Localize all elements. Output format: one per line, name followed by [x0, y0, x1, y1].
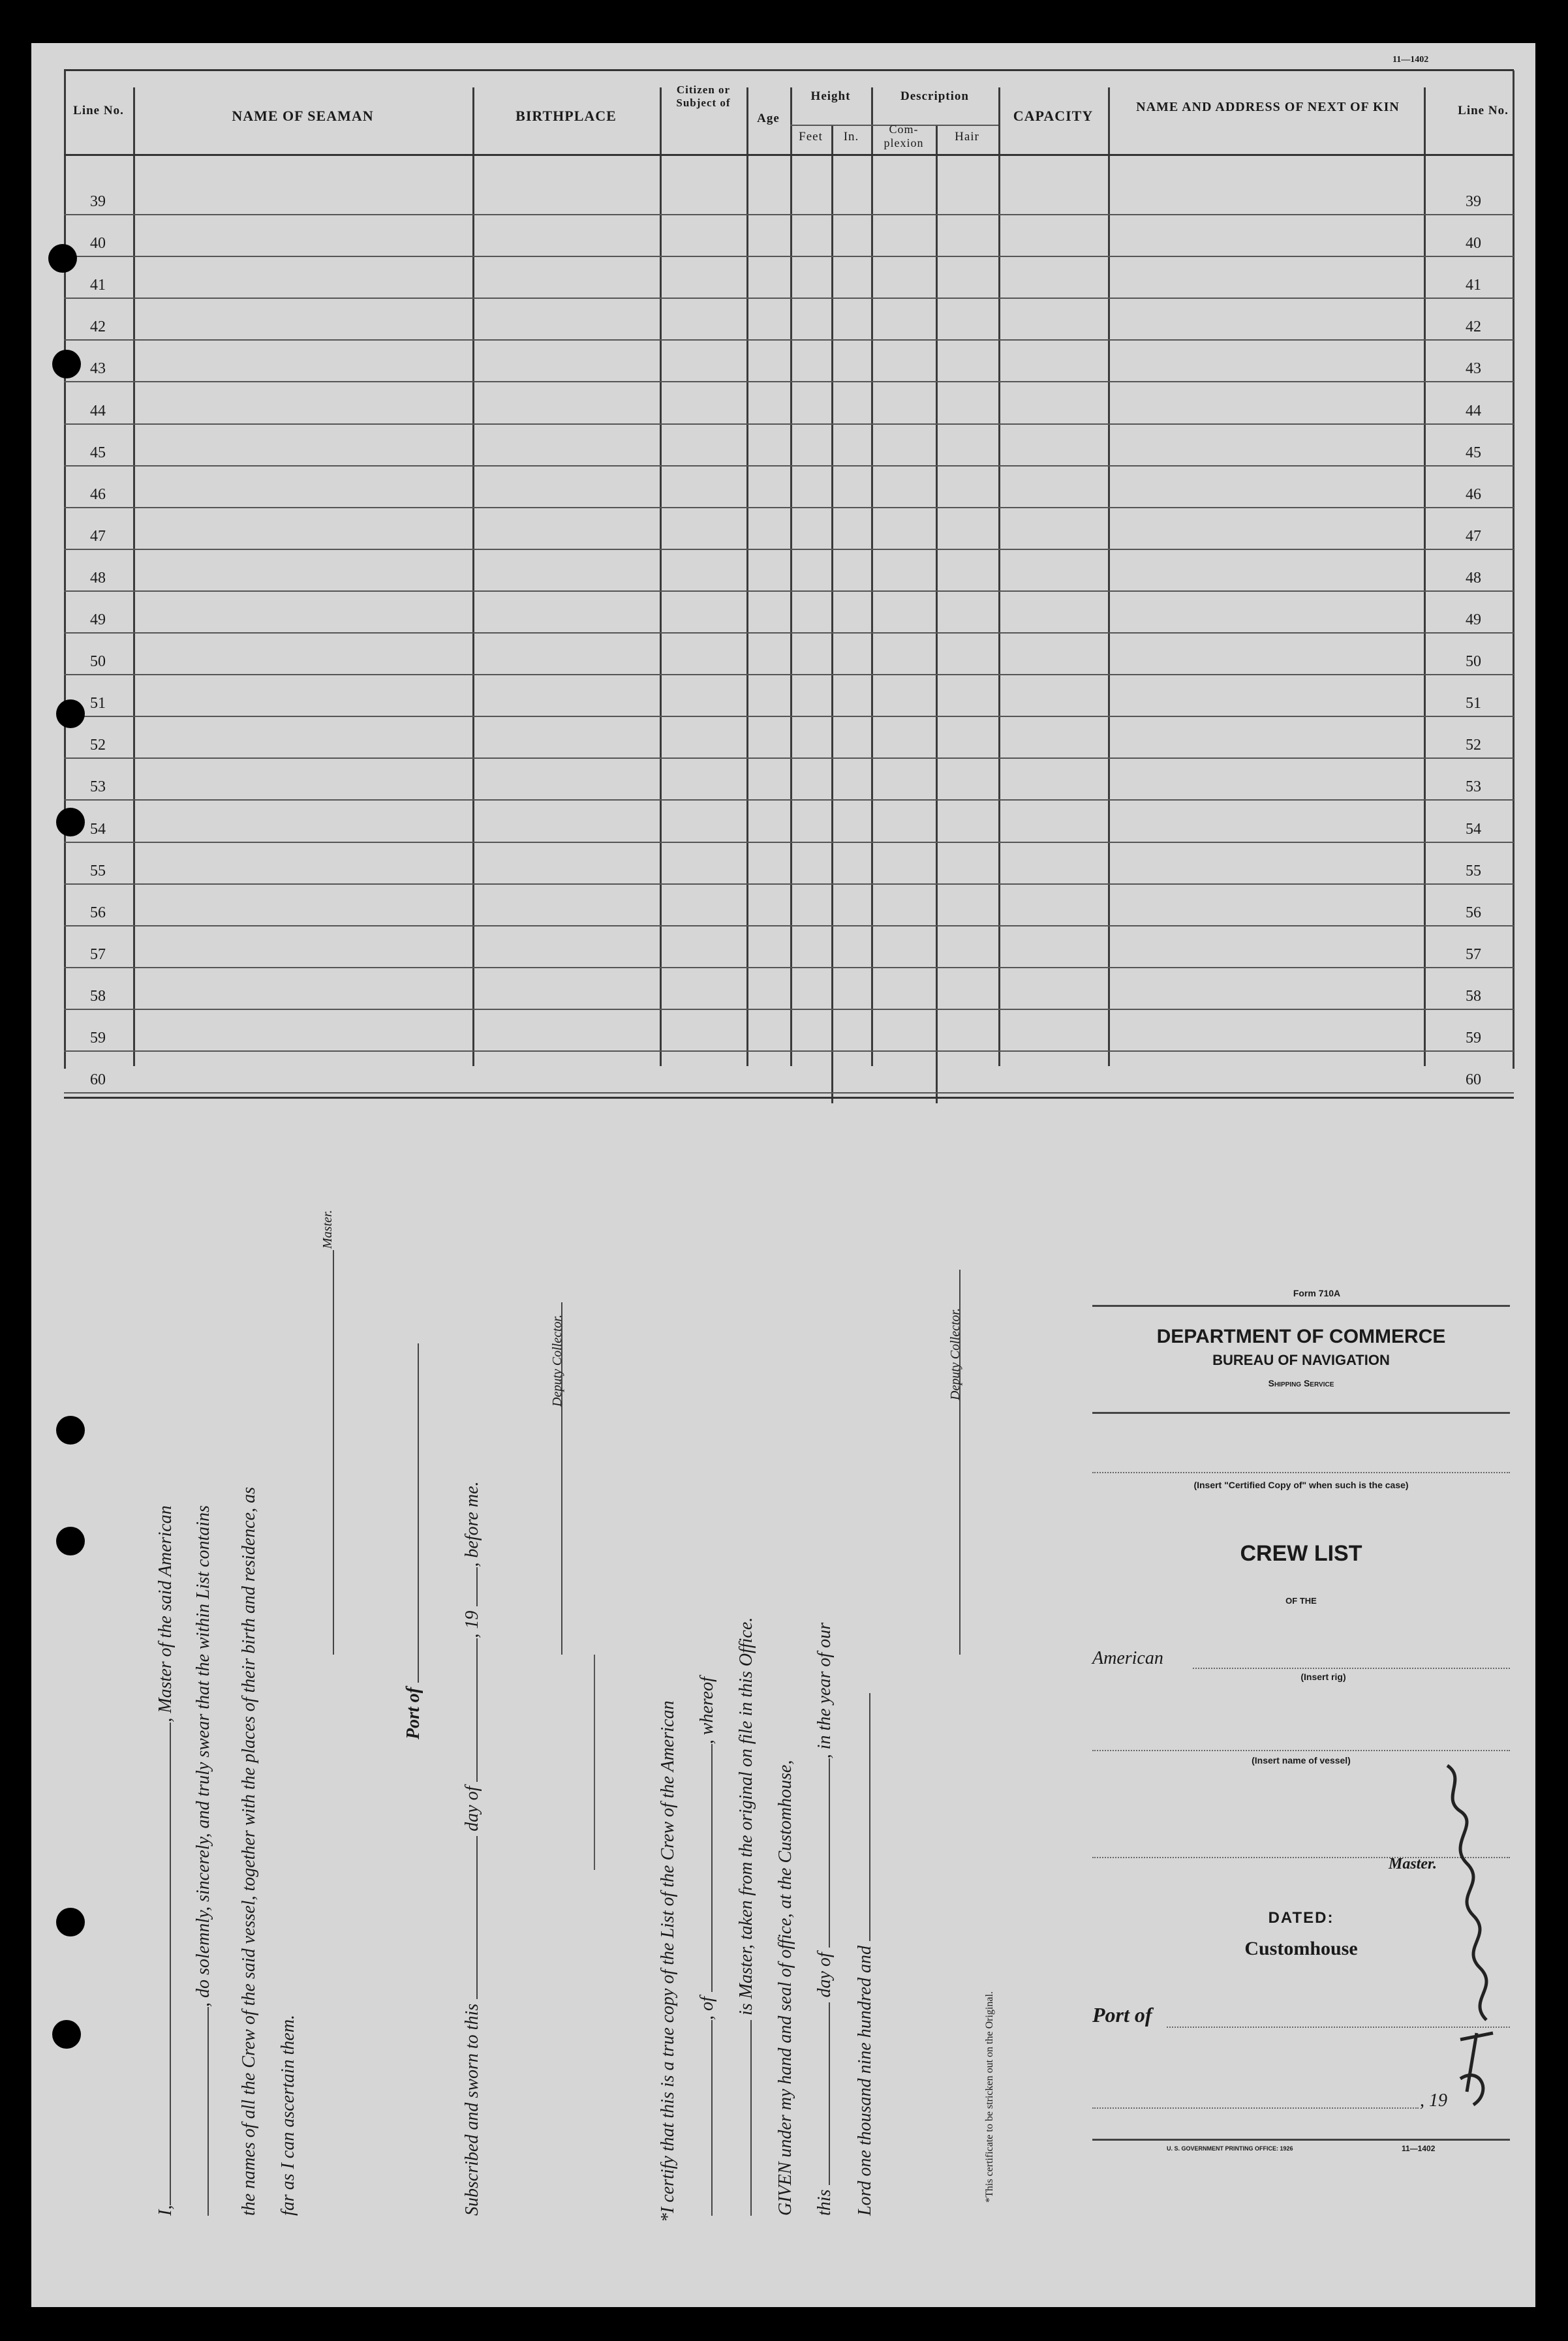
row-line-number: 43 — [90, 360, 106, 378]
table-row[interactable] — [135, 675, 1512, 714]
table-row[interactable] — [135, 1010, 1512, 1049]
table-row[interactable] — [135, 299, 1512, 338]
row-line-number: 56 — [90, 904, 106, 921]
table-row[interactable] — [135, 843, 1512, 882]
row-line-number: 51 — [90, 695, 106, 712]
certified-copy-field[interactable] — [1092, 1472, 1510, 1473]
table-row[interactable] — [135, 759, 1512, 798]
department-of-commerce: DEPARTMENT OF COMMERCE — [1156, 1326, 1446, 1347]
punch-hole — [52, 2020, 81, 2049]
header-feet: Feet — [799, 130, 823, 144]
lord-line — [855, 1693, 876, 2216]
row-line-number-right: 51 — [1466, 695, 1481, 712]
row-line-number-right: 55 — [1466, 862, 1481, 880]
certify-of: , of — [697, 1997, 717, 2020]
row-line-number: 47 — [90, 527, 106, 545]
row-line-number: 49 — [90, 611, 106, 628]
certify-master: is Master, taken from the original on file in this Office. — [736, 1617, 756, 2015]
certify-vessel-field[interactable] — [711, 2020, 713, 2216]
row-line-number: 58 — [90, 987, 106, 1005]
certify-port-field[interactable] — [711, 1744, 713, 1992]
punch-hole — [56, 699, 85, 728]
header-complexion: Com- plexion — [884, 123, 924, 149]
insert-rig-note: (Insert rig) — [1300, 1672, 1346, 1682]
table-row[interactable] — [135, 215, 1512, 254]
table-row[interactable] — [135, 592, 1512, 631]
row-line-number-right: 48 — [1466, 569, 1481, 587]
header-age: Age — [757, 112, 780, 125]
row-line-number: 60 — [90, 1071, 106, 1089]
certify-master-field[interactable] — [750, 2020, 752, 2216]
form-number-bottom: 11—1402 — [1402, 2144, 1436, 2153]
table-row[interactable] — [135, 257, 1512, 296]
oath-port-line — [403, 1343, 424, 1739]
master-sig-label: Master. — [320, 1210, 335, 1249]
row-line-number-right: 56 — [1466, 904, 1481, 921]
table-row[interactable] — [135, 508, 1512, 547]
cover-bottom-rule — [1092, 2139, 1510, 2141]
form-number-top: 11—1402 — [1392, 55, 1429, 65]
footnote: *This certificate to be stricken out on the Original. — [984, 1991, 995, 2203]
master-signature-field[interactable] — [333, 1250, 334, 1655]
table-row[interactable] — [135, 383, 1512, 422]
oath-line1-suffix: , Master of the said American — [155, 1505, 176, 1722]
this-day-line — [814, 1623, 835, 2216]
row-line-number: 57 — [90, 945, 106, 963]
row-line-number: 39 — [90, 193, 106, 210]
row-rule — [64, 1092, 1514, 1094]
row-line-number-right: 57 — [1466, 945, 1481, 963]
punch-hole — [56, 808, 85, 836]
cover-rule — [1092, 1412, 1510, 1414]
oath-line-3: the names of all the Crew of the said vessel, together with the places of their birth and residence, as — [239, 1487, 259, 2216]
this-b: day of — [814, 1952, 835, 1998]
given-line: GIVEN under my hand and seal of office, at the Customhouse, — [775, 1760, 795, 2216]
master-signature-line — [318, 1250, 339, 1655]
table-row[interactable] — [135, 717, 1512, 756]
american-label: American — [1092, 1648, 1163, 1668]
row-line-number-right: 45 — [1466, 444, 1481, 461]
insert-certified-note: (Insert "Certified Copy of" when such is the case) — [1193, 1480, 1409, 1490]
row-line-number-right: 52 — [1466, 737, 1481, 754]
subscribed-day-field[interactable] — [476, 1836, 478, 1999]
subscribed-a: Subscribed and sworn to this — [462, 2003, 482, 2216]
table-row[interactable] — [135, 634, 1512, 673]
subscribed-c: , 19 — [462, 1610, 482, 1638]
punch-hole — [56, 1527, 85, 1555]
oath-i: I, — [155, 2205, 176, 2216]
oath-line2: , do solemnly, sincerely, and truly swear that the within List contains — [193, 1505, 213, 2007]
table-row[interactable] — [135, 801, 1512, 840]
header-description: Description — [900, 89, 969, 103]
table-row[interactable] — [135, 885, 1512, 924]
table-row[interactable] — [135, 926, 1512, 966]
header-birthplace: BIRTHPLACE — [515, 108, 617, 124]
lord-year-field[interactable] — [869, 1693, 870, 1941]
row-line-number-right: 50 — [1466, 653, 1481, 671]
header-line-no: Line No. — [73, 104, 124, 117]
table-row[interactable] — [135, 1052, 1512, 1091]
header-next-of-kin: NAME AND ADDRESS OF NEXT OF KIN — [1136, 100, 1400, 114]
row-line-number-right: 59 — [1466, 1030, 1481, 1047]
oath-line-4: far as I can ascertain them. — [278, 2015, 298, 2216]
row-line-number-right: 49 — [1466, 611, 1481, 628]
deputy-collector-label-1: Deputy Collector. — [550, 1314, 564, 1407]
oath-blank-field[interactable] — [208, 2007, 209, 2216]
subscribed-b: day of — [462, 1786, 482, 1831]
certify-line-2 — [697, 1677, 718, 2216]
cover-rule — [1092, 1305, 1510, 1307]
handwritten-signature — [1421, 1752, 1513, 2118]
customhouse-label: Customhouse — [1244, 1938, 1358, 1959]
vessel-name-field[interactable] — [1092, 1750, 1510, 1751]
crew-list-title: CREW LIST — [1240, 1541, 1362, 1566]
row-line-number-right: 53 — [1466, 778, 1481, 796]
punch-hole — [56, 1908, 85, 1936]
header-height: Height — [810, 89, 851, 103]
dated-label: DATED: — [1268, 1909, 1334, 1927]
row-line-number: 53 — [90, 778, 106, 796]
oath-line-2 — [193, 1505, 214, 2216]
oath-port-label: Port of — [403, 1687, 423, 1739]
row-line-number-right: 58 — [1466, 987, 1481, 1005]
punch-hole — [56, 1416, 85, 1445]
row-line-number-right: 44 — [1466, 402, 1481, 420]
this-c: , in the year of our — [814, 1622, 835, 1759]
row-line-number: 40 — [90, 235, 106, 252]
row-line-number: 50 — [90, 653, 106, 671]
col-line — [64, 70, 66, 1069]
row-line-number-right: 41 — [1466, 277, 1481, 294]
lord-text: Lord one thousand nine hundred and — [855, 1945, 875, 2216]
col-line — [1513, 70, 1514, 1069]
row-line-number-right: 42 — [1466, 318, 1481, 336]
bureau-of-navigation: BUREAU OF NAVIGATION — [1212, 1352, 1390, 1368]
this-a: this — [814, 2189, 835, 2216]
master-name-field[interactable] — [170, 1722, 171, 2205]
certify-line-1: *I certify that this is a true copy of the List of the Crew of the American — [658, 1700, 678, 2222]
row-line-number: 59 — [90, 1030, 106, 1047]
subscribed-month-field[interactable] — [476, 1638, 478, 1782]
deputy-collector-label-2: Deputy Collector. — [948, 1308, 962, 1400]
cover-port-label: Port of — [1092, 2003, 1152, 2027]
cover-master-label: Master. — [1389, 1856, 1437, 1873]
separator-line — [594, 1655, 595, 1870]
row-line-number: 55 — [90, 862, 106, 880]
shipping-service: Shipping Service — [1268, 1378, 1334, 1388]
table-row[interactable] — [135, 425, 1512, 464]
header-capacity: CAPACITY — [1013, 108, 1094, 124]
header-citizen: Citizen or Subject of — [676, 84, 731, 109]
oath-port-field[interactable] — [418, 1343, 419, 1683]
this-day-field[interactable] — [829, 2002, 830, 2185]
cover-year-label: , 19 — [1420, 2090, 1447, 2111]
cover-date-field[interactable] — [1092, 2107, 1419, 2109]
row-line-number-right: 40 — [1466, 235, 1481, 252]
table-top-rule — [64, 69, 1514, 71]
punch-hole — [52, 350, 81, 378]
certify-whereof: , whereof — [697, 1677, 717, 1745]
this-month-field[interactable] — [829, 1758, 830, 1948]
row-line-number: 52 — [90, 737, 106, 754]
header-name-of-seaman: NAME OF SEAMAN — [232, 108, 374, 124]
header-line-no-right: Line No. — [1458, 104, 1509, 117]
row-line-number-right: 46 — [1466, 485, 1481, 503]
rig-field[interactable] — [1193, 1668, 1510, 1669]
table-row[interactable] — [135, 968, 1512, 1007]
row-line-number-right: 39 — [1466, 193, 1481, 210]
subscribed-year-field[interactable] — [476, 1567, 478, 1606]
subscribed-line — [462, 1482, 483, 2216]
subscribed-d: , before me. — [462, 1481, 482, 1567]
punch-hole — [48, 244, 77, 273]
form-710a: Form 710A — [1293, 1288, 1341, 1298]
header-hair: Hair — [955, 130, 979, 144]
table-row[interactable] — [135, 467, 1512, 506]
row-line-number-right: 54 — [1466, 820, 1481, 838]
row-line-number: 54 — [90, 820, 106, 838]
row-line-number: 44 — [90, 402, 106, 420]
crew-list-form-sheet — [31, 43, 1535, 2307]
table-row[interactable] — [135, 341, 1512, 380]
row-line-number: 45 — [90, 444, 106, 461]
oath-line-1 — [155, 1505, 176, 2216]
row-line-number-right: 60 — [1466, 1071, 1481, 1089]
row-line-number: 48 — [90, 569, 106, 587]
insert-name-note: (Insert name of vessel) — [1252, 1755, 1351, 1766]
printing-office: U. S. GOVERNMENT PRINTING OFFICE: 1926 — [1167, 2145, 1293, 2152]
header-bottom-rule — [64, 154, 1514, 156]
row-line-number-right: 43 — [1466, 360, 1481, 378]
header-inches: In. — [843, 130, 859, 144]
table-bottom-rule — [64, 1097, 1514, 1099]
row-line-number: 41 — [90, 277, 106, 294]
table-row[interactable] — [135, 174, 1512, 213]
certify-line-3 — [736, 1617, 757, 2216]
of-the: OF THE — [1285, 1596, 1317, 1606]
row-line-number: 42 — [90, 318, 106, 336]
row-line-number: 46 — [90, 485, 106, 503]
table-row[interactable] — [135, 550, 1512, 589]
row-line-number-right: 47 — [1466, 527, 1481, 545]
